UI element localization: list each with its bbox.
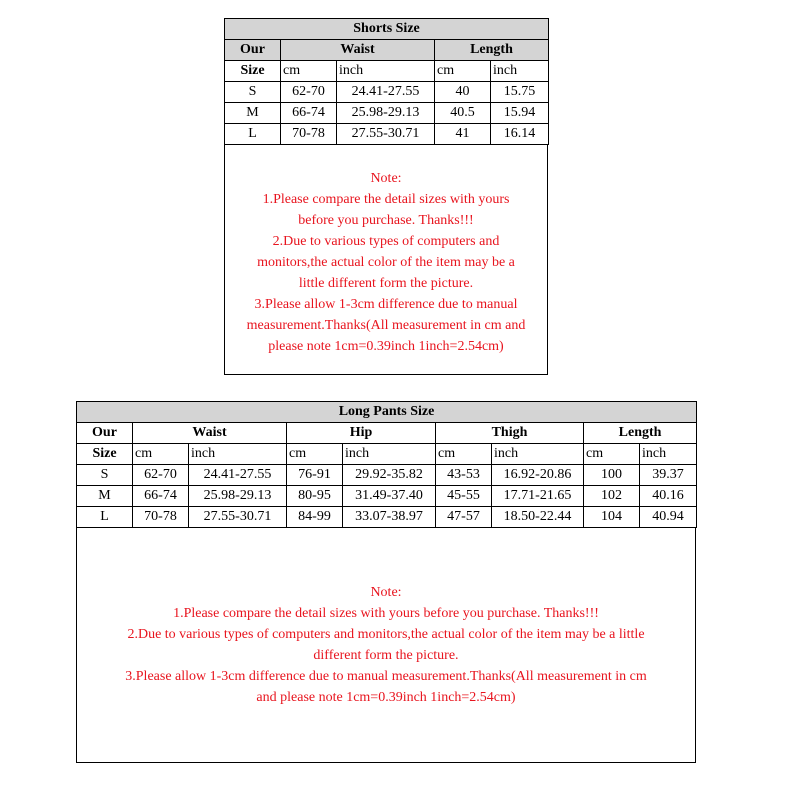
- table-cell: 104: [584, 507, 640, 528]
- note-line: 3.Please allow 1-3cm difference due to manual measurement.Thanks(All measurement in cm: [125, 669, 647, 684]
- table-row: [77, 465, 697, 486]
- table-cell: 62-70: [133, 465, 189, 486]
- table-cell: 40.16: [640, 486, 697, 507]
- long-pants-size-table: [76, 401, 697, 528]
- shorts-note-box: [224, 145, 548, 375]
- size-label: S: [225, 82, 281, 103]
- unit-cell: inch: [189, 444, 287, 465]
- unit-cell: cm: [584, 444, 640, 465]
- table-cell: 16.92-20.86: [492, 465, 584, 486]
- shorts-size-chart: [224, 18, 548, 375]
- table-cell: 18.50-22.44: [492, 507, 584, 528]
- note-line: 1.Please compare the detail sizes with yours: [262, 192, 510, 207]
- waist-header: Waist: [133, 423, 287, 444]
- note-line: please note 1cm=0.39inch 1inch=2.54cm): [268, 339, 504, 354]
- table-cell: 66-74: [133, 486, 189, 507]
- note-line: measurement.Thanks(All measurement in cm and: [246, 318, 526, 333]
- table-cell: 33.07-38.97: [343, 507, 436, 528]
- note-line: monitors,the actual color of the item may be a: [257, 255, 515, 270]
- length-header: Length: [435, 40, 549, 61]
- table-cell: 80-95: [287, 486, 343, 507]
- table-title: Long Pants Size: [77, 402, 697, 423]
- size-label: L: [225, 124, 281, 145]
- unit-cell: cm: [281, 61, 337, 82]
- note-line: before you purchase. Thanks!!!: [298, 213, 474, 228]
- note-line: and please note 1cm=0.39inch 1inch=2.54cm): [256, 690, 516, 705]
- pants-note-box: [76, 528, 696, 763]
- table-cell: 27.55-30.71: [337, 124, 435, 145]
- table-cell: 70-78: [281, 124, 337, 145]
- our-size-header: Our: [77, 423, 133, 444]
- table-cell: 40: [435, 82, 491, 103]
- table-row: [77, 507, 697, 528]
- table-cell: 31.49-37.40: [343, 486, 436, 507]
- table-cell: 40.5: [435, 103, 491, 124]
- note-line: 2.Due to various types of computers and: [272, 234, 500, 249]
- note-line: 2.Due to various types of computers and monitors,the actual color of the item may be a little: [127, 627, 645, 642]
- hip-header: Hip: [287, 423, 436, 444]
- unit-cell: cm: [287, 444, 343, 465]
- unit-cell: cm: [436, 444, 492, 465]
- table-cell: 41: [435, 124, 491, 145]
- table-cell: 24.41-27.55: [189, 465, 287, 486]
- table-row: [77, 486, 697, 507]
- table-cell: 70-78: [133, 507, 189, 528]
- table-cell: 16.14: [491, 124, 549, 145]
- size-header: Size: [225, 61, 281, 82]
- unit-cell: cm: [133, 444, 189, 465]
- size-label: M: [225, 103, 281, 124]
- table-cell: 25.98-29.13: [337, 103, 435, 124]
- table-cell: 15.75: [491, 82, 549, 103]
- unit-cell: inch: [491, 61, 549, 82]
- table-cell: 43-53: [436, 465, 492, 486]
- long-pants-size-chart: [76, 401, 696, 763]
- note-heading: Note:: [370, 585, 402, 600]
- table-cell: 76-91: [287, 465, 343, 486]
- size-header: Size: [77, 444, 133, 465]
- size-label: M: [77, 486, 133, 507]
- table-cell: 47-57: [436, 507, 492, 528]
- table-cell: 100: [584, 465, 640, 486]
- table-cell: 17.71-21.65: [492, 486, 584, 507]
- waist-header: Waist: [281, 40, 435, 61]
- size-label: L: [77, 507, 133, 528]
- table-cell: 27.55-30.71: [189, 507, 287, 528]
- table-cell: 25.98-29.13: [189, 486, 287, 507]
- size-label: S: [77, 465, 133, 486]
- note-line: 3.Please allow 1-3cm difference due to manual: [254, 297, 518, 312]
- table-cell: 45-55: [436, 486, 492, 507]
- table-cell: 24.41-27.55: [337, 82, 435, 103]
- unit-cell: inch: [343, 444, 436, 465]
- unit-cell: inch: [492, 444, 584, 465]
- table-cell: 84-99: [287, 507, 343, 528]
- thigh-header: Thigh: [436, 423, 584, 444]
- note-line: 1.Please compare the detail sizes with yours before you purchase. Thanks!!!: [173, 606, 599, 621]
- table-cell: 102: [584, 486, 640, 507]
- table-cell: 66-74: [281, 103, 337, 124]
- table-cell: 15.94: [491, 103, 549, 124]
- note-line: different form the picture.: [313, 648, 459, 663]
- table-row: [225, 124, 549, 145]
- table-cell: 62-70: [281, 82, 337, 103]
- note-heading: Note:: [370, 171, 402, 186]
- length-header: Length: [584, 423, 697, 444]
- shorts-size-table: [224, 18, 549, 145]
- table-title: Shorts Size: [225, 19, 549, 40]
- table-cell: 40.94: [640, 507, 697, 528]
- unit-cell: inch: [640, 444, 697, 465]
- unit-cell: cm: [435, 61, 491, 82]
- unit-cell: inch: [337, 61, 435, 82]
- table-row: [225, 82, 549, 103]
- our-size-header: Our: [225, 40, 281, 61]
- table-row: [225, 103, 549, 124]
- note-line: little different form the picture.: [298, 276, 474, 291]
- table-cell: 29.92-35.82: [343, 465, 436, 486]
- table-cell: 39.37: [640, 465, 697, 486]
